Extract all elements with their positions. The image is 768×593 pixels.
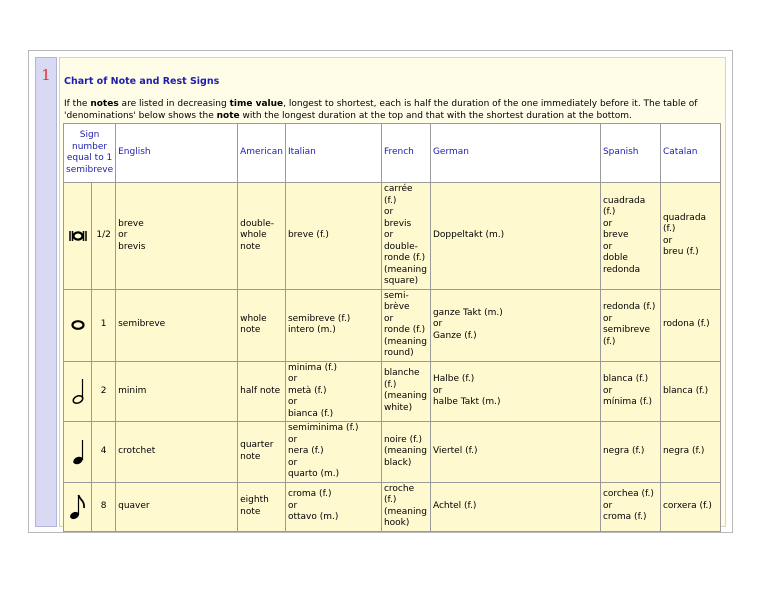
american-cell: half note bbox=[238, 361, 286, 422]
german-cell: ganze Takt (m.) or Ganze (f.) bbox=[430, 289, 600, 361]
breve-note-icon bbox=[64, 183, 92, 290]
header-french: French bbox=[381, 124, 430, 183]
english-cell: crotchet bbox=[116, 422, 238, 483]
header-catalan: Catalan bbox=[660, 124, 720, 183]
sign-number-cell: 2 bbox=[92, 361, 116, 422]
german-cell: Halbe (f.) or halbe Takt (m.) bbox=[430, 361, 600, 422]
spanish-cell: negra (f.) bbox=[600, 422, 660, 483]
header-german: German bbox=[430, 124, 600, 183]
sign-number-cell: 4 bbox=[92, 422, 116, 483]
header-spanish: Spanish bbox=[600, 124, 660, 183]
english-cell: breve or brevis bbox=[116, 183, 238, 290]
catalan-cell: blanca (f.) bbox=[660, 361, 720, 422]
intro-bold-time-value: time value bbox=[229, 99, 284, 109]
spanish-cell: cuadrada (f.) or breve or doble redonda bbox=[600, 183, 660, 290]
header-row bbox=[64, 124, 721, 183]
header-sign-number: Sign number equal to 1 semibreve bbox=[64, 124, 116, 183]
german-cell: Achtel (f.) bbox=[430, 482, 600, 531]
table-row bbox=[64, 422, 721, 483]
note-signs-table bbox=[63, 123, 721, 532]
semibreve-note-icon bbox=[64, 289, 92, 361]
german-cell: Viertel (f.) bbox=[430, 422, 600, 483]
italian-cell: minima (f.) or metà (f.) or bianca (f.) bbox=[285, 361, 381, 422]
catalan-cell: negra (f.) bbox=[660, 422, 720, 483]
section-number: 1 bbox=[41, 66, 51, 84]
spanish-cell: redonda (f.) or semibreve (f.) bbox=[600, 289, 660, 361]
table-row bbox=[64, 361, 721, 422]
italian-cell: croma (f.) or ottavo (m.) bbox=[285, 482, 381, 531]
table-row bbox=[64, 482, 721, 531]
sign-number-cell: 8 bbox=[92, 482, 116, 531]
german-cell: Doppeltakt (m.) bbox=[430, 183, 600, 290]
spanish-cell: corchea (f.) or croma (f.) bbox=[600, 482, 660, 531]
american-cell: quarter note bbox=[238, 422, 286, 483]
sign-number-cell: 1/2 bbox=[92, 183, 116, 290]
table-row bbox=[64, 289, 721, 361]
italian-cell: breve (f.) bbox=[285, 183, 381, 290]
sign-number-cell: 1 bbox=[92, 289, 116, 361]
catalan-cell: corxera (f.) bbox=[660, 482, 720, 531]
french-cell: noire (f.) (meaning black) bbox=[381, 422, 430, 483]
american-cell: eighth note bbox=[238, 482, 286, 531]
italian-cell: semibreve (f.) intero (m.) bbox=[285, 289, 381, 361]
italian-cell: semiminima (f.) or nera (f.) or quarto (m.) bbox=[285, 422, 381, 483]
american-cell: whole note bbox=[238, 289, 286, 361]
french-cell: blanche (f.) (meaning white) bbox=[381, 361, 430, 422]
english-cell: semibreve bbox=[116, 289, 238, 361]
page-title: Chart of Note and Rest Signs bbox=[64, 76, 220, 87]
intro-bold-notes: notes bbox=[90, 99, 119, 109]
catalan-cell: rodona (f.) bbox=[660, 289, 720, 361]
crotchet-note-icon bbox=[64, 422, 92, 483]
header-american: American bbox=[238, 124, 286, 183]
section-number-column bbox=[35, 57, 57, 527]
header-english: English bbox=[116, 124, 238, 183]
table-row bbox=[64, 183, 721, 290]
intro-text: with the longest duration at the top and that with the shortest duration at the bottom. bbox=[239, 111, 632, 121]
spanish-cell: blanca (f.) or mínima (f.) bbox=[600, 361, 660, 422]
intro-text: are listed in decreasing bbox=[118, 99, 230, 109]
french-cell: croche (f.) (meaning hook) bbox=[381, 482, 430, 531]
minim-note-icon bbox=[64, 361, 92, 422]
english-cell: minim bbox=[116, 361, 238, 422]
quaver-note-icon bbox=[64, 482, 92, 531]
intro-bold-note: note bbox=[216, 111, 240, 121]
american-cell: double- whole note bbox=[238, 183, 286, 290]
catalan-cell: quadrada (f.) or breu (f.) bbox=[660, 183, 720, 290]
header-italian: Italian bbox=[285, 124, 381, 183]
french-cell: semi- brève or ronde (f.) (meaning round) bbox=[381, 289, 430, 361]
intro-text: , longest to shortest, each is half the duration of the one immediately before it. The table of 'denominations' below shows the bbox=[64, 99, 698, 121]
french-cell: carrée (f.) or brevis or double- ronde (f.) (meaning square) bbox=[381, 183, 430, 290]
english-cell: quaver bbox=[116, 482, 238, 531]
intro-paragraph bbox=[64, 98, 714, 122]
intro-text: If the bbox=[64, 99, 91, 109]
